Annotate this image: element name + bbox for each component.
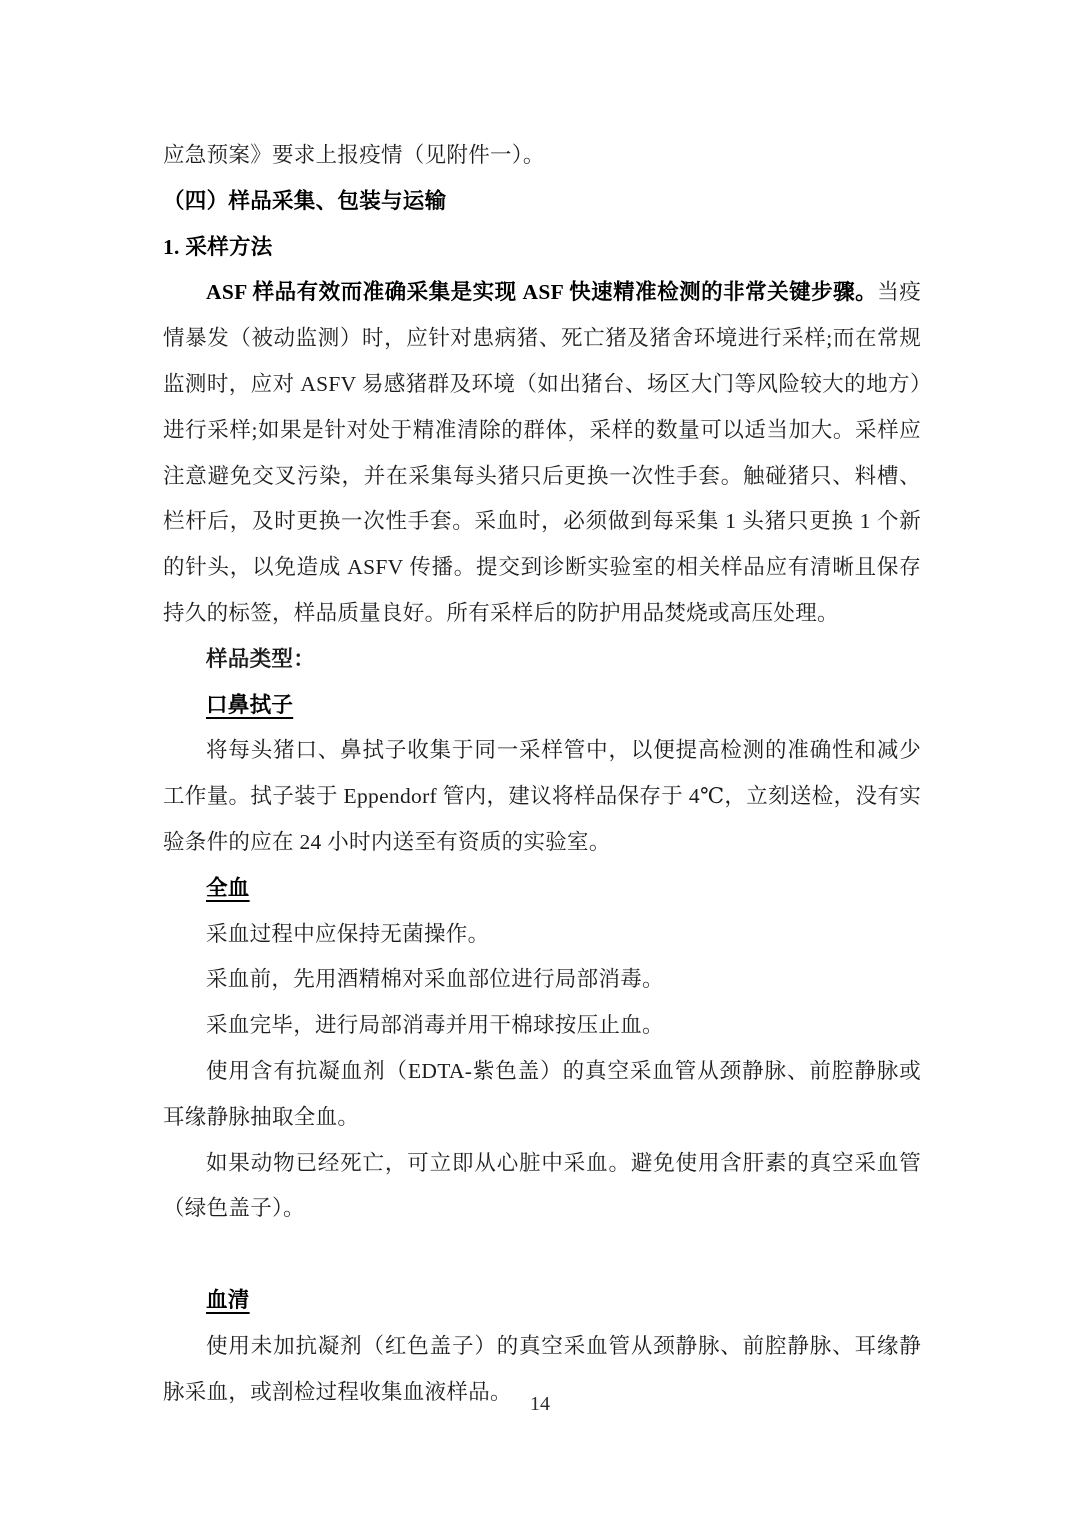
whole-blood-paragraph-2: 采血前，先用酒精棉对采血部位进行局部消毒。 (206, 967, 664, 992)
swab-paragraph: 将每头猪口、鼻拭子收集于同一采样管中，以便提高检测的准确性和减少工作量。拭子装于 Eppendorf 管内，建议将样品保存于 4℃，立刻送检，没有实验条件的应在 24 小时内送至有资质的实验室。 (163, 738, 921, 854)
whole-blood-paragraph-1: 采血过程中应保持无菌操作。 (206, 921, 490, 946)
intro-continuation-paragraph: 应急预案》要求上报疫情（见附件一）。 (163, 143, 545, 167)
sample-section-heading-whole-blood (163, 866, 921, 912)
sampling-method-bold-lead: ASF 样品有效而准确采集是实现 ASF 快速精准检测的非常关键步骤。 (206, 280, 878, 305)
sampling-method-body: 当疫情暴发（被动监测）时，应针对患病猪、死亡猪及猪舍环境进行采样;而在常规监测时，应对 ASFV 易感猪群及环境（如出猪台、场区大门等风险较大的地方）进行采样;如果是针对处于精准清除的群体，采样的数量可以适当加大。采样应注意避免交叉污染，并在采集每头猪只后更换一次性手套。触碰猪只、料槽、栏杆后，及时更换一次性手套。采血时，必须做到每采集 1 头猪只更换 1 个新的针头，以免造成 ASFV 传播。提交到诊断实验室的相关样品应有清晰且保存持久的标签，样品质量良好。所有采样后的防护用品焚烧或高压处理。 (163, 280, 921, 625)
serum-paragraph: 使用未加抗凝剂（红色盖子）的真空采血管从颈静脉、前腔静脉、耳缘静脉采血，或剖检过程收集血液样品。 (163, 1333, 921, 1404)
subsection-heading-sampling-method: 1. 采样方法 (163, 234, 273, 259)
sample-types-label: 样品类型： (206, 646, 316, 671)
serum-heading-text: 血清 (206, 1288, 250, 1313)
whole-blood-paragraph-4: 使用含有抗凝血剂（EDTA-紫色盖）的真空采血管从颈静脉、前腔静脉或耳缘静脉抽取全血。 (163, 1058, 921, 1129)
section-heading: （四）样品采集、包装与运输 (163, 188, 447, 213)
sampling-method-paragraph (163, 270, 921, 636)
swab-heading-text: 口鼻拭子 (206, 692, 294, 717)
whole-blood-heading-text: 全血 (206, 875, 250, 900)
whole-blood-paragraph-5: 如果动物已经死亡，可立即从心脏中采血。避免使用含肝素的真空采血管（绿色盖子）。 (163, 1150, 921, 1221)
whole-blood-paragraph-3: 采血完毕，进行局部消毒并用干棉球按压止血。 (206, 1013, 664, 1038)
page-number: 14 (530, 1393, 550, 1415)
sample-section-heading-serum (163, 1278, 921, 1324)
document-body (163, 133, 921, 1416)
sample-section-heading-swab (163, 683, 921, 729)
